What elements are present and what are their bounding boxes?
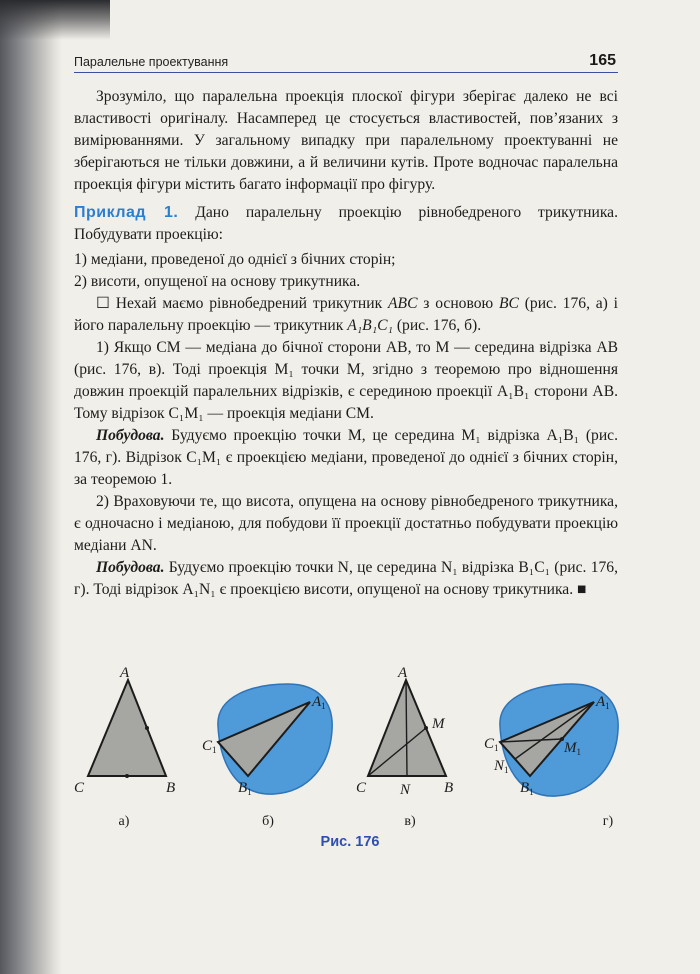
triangle-a1b1c1: A₁B₁C₁ [347, 317, 393, 334]
paragraph-intro: Зрозуміло, що паралельна проекція плоскої фігури зберігає далеко не всі властивості оригіналу. Насамперед це стосується властивостей, пов’язаних з вимірюваннями. У загальному випадку при паралельному проектуванні не зберігаються не тільки довжини, а й величини кутів. Проте водночас паралельна проекція фігури містить багато інформації про фігуру. [74, 88, 618, 193]
figure-c-svg [356, 666, 466, 806]
label-m1: $M_1$ [564, 740, 581, 757]
figure-d-svg [478, 666, 628, 806]
task-item-2: 2) висоти, опущеної на основу трикутника. [74, 273, 361, 290]
label-b1: $B_1$ [238, 780, 252, 797]
figure-c [356, 666, 466, 829]
figure-caption: Рис. 176 [320, 834, 380, 850]
label-a-c: A [398, 666, 408, 681]
label-c: C [74, 780, 85, 796]
paragraph-build-median [74, 425, 618, 491]
solution-text-b: з основою [417, 295, 499, 312]
page-number: 165 [589, 52, 616, 69]
label-b-c: B [444, 780, 454, 796]
solution-intro [74, 293, 618, 337]
example-heading: Приклад 1. [74, 204, 179, 221]
label-a1-d: $A_1$ [596, 694, 610, 711]
build-label: Побудова. [96, 427, 165, 444]
header-title: Паралельне проектування [74, 55, 229, 69]
figure-label-b: б) [262, 814, 274, 829]
base-bc: BC [498, 295, 519, 312]
label-c1-d: $C_1$ [484, 736, 499, 753]
label-c-c: C [356, 780, 367, 796]
label-a1: $A_1$ [312, 694, 326, 711]
running-header [74, 50, 618, 73]
midpoint-ab-mark [145, 726, 149, 730]
example-statement [74, 202, 618, 246]
figure-b-svg [198, 666, 338, 806]
figure-a [66, 666, 186, 829]
label-m: M [432, 716, 445, 732]
height-an-line [406, 680, 407, 776]
figure-b [198, 666, 338, 829]
paragraph-median: 1) Якщо CM — медіана до бічної сторони AB, то M — середина відрізка AB (рис. 176, в). Тоді проекція M₁ точки M, згідно з теоремою про відношення довжин проекцій паралельних відрізків, є серединою проекції A₁B₁ сторони AB. Тому відрізок C₁M₁ — проекція медіани CM. [74, 339, 618, 422]
midpoint-bc-mark [125, 774, 129, 778]
label-c1: $C_1$ [202, 738, 217, 755]
figure-d [478, 666, 628, 829]
triangle-abc-shape [88, 680, 166, 776]
task-item-1: 1) медіани, проведеної до однієї з бічних сторін; [74, 251, 396, 268]
book-spine-shadow [0, 0, 62, 974]
example-text: Дано паралельну проекцію рівнобедреного трикутника. Побудувати проекцію: [74, 204, 618, 243]
solution-text-a: Нехай маємо рівнобедрений трикутник [109, 295, 389, 312]
figure-label-c: в) [404, 814, 416, 829]
page-corner-shadow [0, 0, 110, 40]
solution-text-d: (рис. 176, б). [392, 317, 482, 334]
paragraph-height: 2) Враховуючи те, що висота, опущена на основу рівнобедреного трикутника, є одночасно і медіаною, для побудови її проекції достатньо побудувати проекцію медіани AN. [74, 493, 618, 554]
figure-176 [64, 666, 644, 844]
build-label-2: Побудова. [96, 559, 165, 576]
solution-box-icon: ☐ [96, 295, 110, 312]
page-body [74, 86, 618, 601]
figure-label-d: г) [602, 814, 614, 829]
build-median-text: Будуємо проекцію точки M, це середина M₁ відрізка A₁B₁ (рис. 176, г). Відрізок C₁M₁ є проекцією медіани, проведеної до однієї з бічних сторін, за теоремою 1. [74, 427, 618, 488]
label-n1: $N_1$ [494, 758, 509, 775]
label-n: N [400, 782, 411, 798]
label-b1-d: $B_1$ [520, 780, 534, 797]
figure-a-svg [66, 666, 186, 806]
triangle-abc: ABC [388, 295, 418, 312]
solution-text-c: (рис. 176, а) і його паралельну проекцію — трикутник [74, 295, 619, 334]
label-b: B [166, 780, 176, 796]
build-height-text: Будуємо проекцію точки N, це середина N₁ відрізка B₁C₁ (рис. 176, г). Тоді відрізок A₁N₁ є проекцією висоти, опущеної на основу трикутника. ■ [74, 559, 618, 598]
point-m-mark [424, 726, 428, 730]
paragraph-build-height [74, 557, 618, 601]
figure-label-a: а) [118, 814, 130, 829]
label-a: A [120, 666, 130, 681]
